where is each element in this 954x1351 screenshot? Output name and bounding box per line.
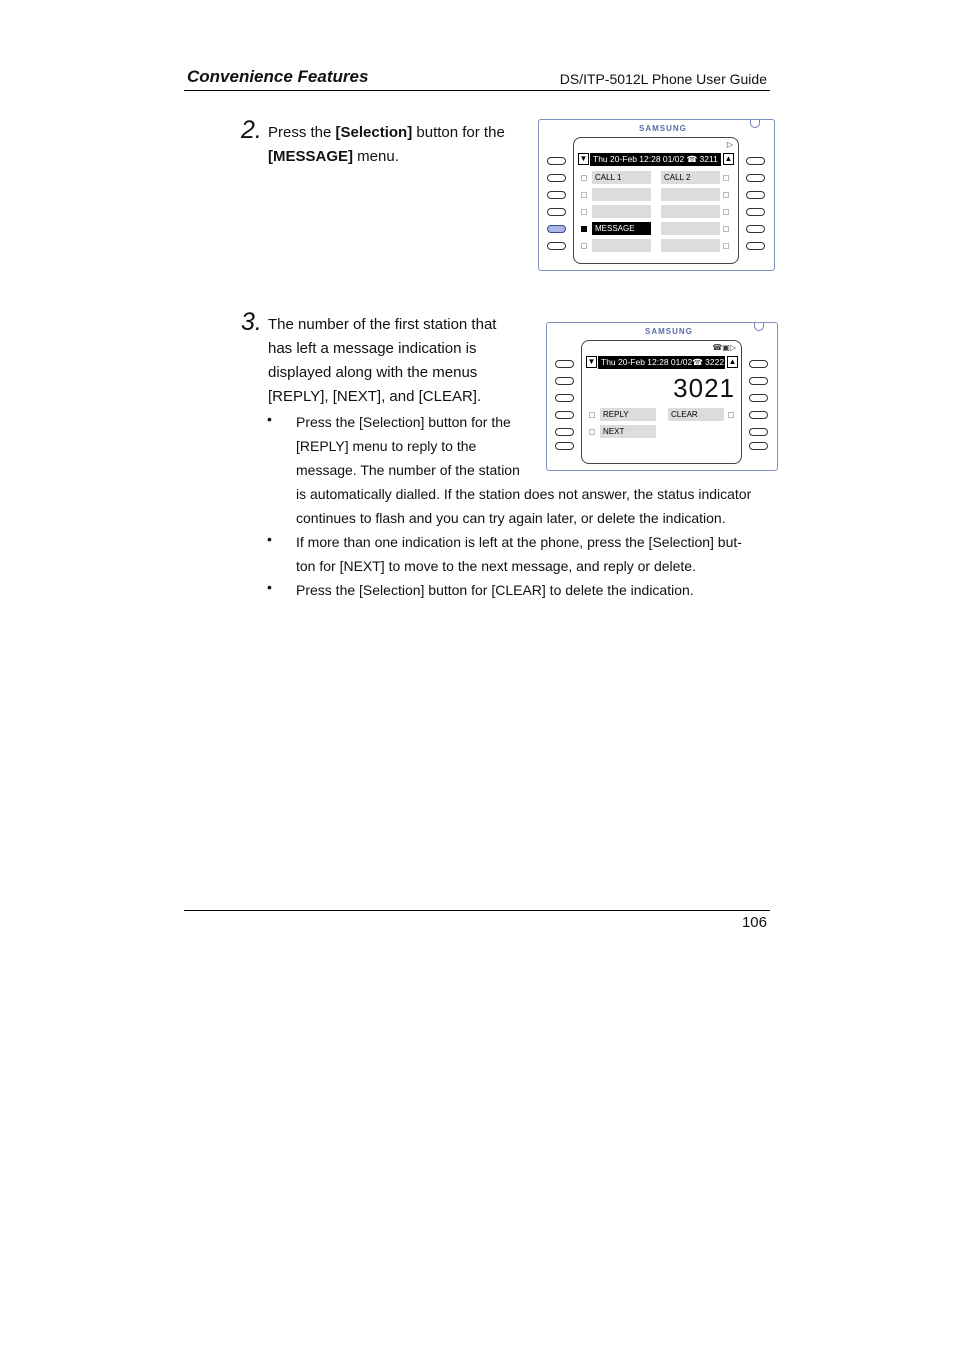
menu-right-2[interactable] [661,188,720,201]
menu-right-3[interactable] [661,205,720,218]
phone-display-illustration-1 [538,119,775,271]
menu-indicator [723,209,729,215]
lcd-screen [581,340,742,464]
left-button-6[interactable] [547,242,566,250]
right-button-3[interactable] [749,394,768,402]
bullet-line: [REPLY] menu to reply to the [296,438,477,454]
right-button-1[interactable] [746,157,765,165]
bullet-clear [296,578,776,602]
step-3-number: 3. [241,308,262,336]
selection-label: [Selection] [335,124,413,141]
right-button-2[interactable] [749,377,768,385]
step-3-line: [REPLY], [NEXT], and [CLEAR]. [268,388,482,405]
caller-number: 3021 [673,373,735,403]
scroll-down-icon: ▼ [579,154,588,163]
menu-indicator [581,175,587,181]
step-3-text [268,313,548,409]
step-3-line: The number of the first station that [268,316,497,333]
menu-right-5[interactable] [661,239,720,252]
left-button-3[interactable] [555,394,574,402]
lcd-screen [573,137,739,264]
left-button-4[interactable] [555,411,574,419]
step-2-text [268,121,538,169]
left-button-6[interactable] [555,442,574,450]
menu-indicator [581,209,587,215]
menu-call-2[interactable]: CALL 2 [661,171,720,184]
menu-indicator [589,429,595,435]
bullet-dot: • [267,579,272,595]
right-button-4[interactable] [749,411,768,419]
bullet-next [296,530,776,578]
menu-call-1[interactable]: CALL 1 [592,171,651,184]
step-3-line: has left a message indication is [268,340,477,357]
left-button-5-message[interactable] [547,225,566,233]
menu-indicator [581,192,587,198]
step-3-line: displayed along with the menus [268,364,478,381]
menu-left-5[interactable] [592,239,651,252]
left-button-2[interactable] [555,377,574,385]
menu-indicator [723,226,729,232]
status-led-icon [750,120,760,128]
scroll-up-icon: ▲ [724,154,733,163]
right-button-6[interactable] [749,442,768,450]
right-button-3[interactable] [746,191,765,199]
scroll-down-icon: ▼ [587,357,596,366]
section-title: Convenience Features [187,67,369,86]
left-button-5[interactable] [555,428,574,436]
menu-reply[interactable]: REPLY [600,408,656,421]
menu-indicator [723,192,729,198]
message-label: [MESSAGE] [268,148,354,165]
menu-clear[interactable]: CLEAR [668,408,724,421]
menu-left-3[interactable] [592,205,651,218]
step-2-text-c: menu. [353,148,399,165]
phone-display-illustration-2 [546,322,778,471]
bullet-line: message. The number of the station [296,462,520,478]
menu-indicator [723,243,729,249]
menu-message[interactable]: MESSAGE [592,222,651,235]
menu-indicator [589,412,595,418]
menu-right-4[interactable] [661,222,720,235]
status-bar: Thu 20-Feb 12:28 01/02 ☎ 3211 [590,153,721,166]
footer-rule [184,910,770,911]
scroll-up-icon: ▲ [728,357,737,366]
menu-indicator [581,243,587,249]
status-icons: ☎▣▷ [712,343,736,352]
bullet-line: If more than one indication is left at the phone, press the [Selection] but- [296,534,742,550]
bullet-dot: • [267,411,272,427]
right-button-5[interactable] [749,428,768,436]
status-icons: ▷ [726,140,733,149]
right-button-4[interactable] [746,208,765,216]
left-button-4[interactable] [547,208,566,216]
step-2-number: 2. [241,116,262,144]
step-2-text-a: Press the [268,124,336,141]
left-button-1[interactable] [555,360,574,368]
samsung-logo: SAMSUNG [645,327,693,336]
menu-indicator [723,175,729,181]
right-button-6[interactable] [746,242,765,250]
right-button-2[interactable] [746,174,765,182]
right-button-1[interactable] [749,360,768,368]
status-led-icon [754,323,764,331]
menu-next[interactable]: NEXT [600,425,656,438]
bullet-dot: • [267,531,272,547]
menu-indicator [728,412,734,418]
left-button-1[interactable] [547,157,566,165]
bullet-line: Press the [Selection] button for [CLEAR] to delete the indication. [296,582,694,598]
left-button-2[interactable] [547,174,566,182]
guide-title: DS/ITP-5012L Phone User Guide [559,71,767,87]
menu-left-2[interactable] [592,188,651,201]
step-2-text-b: button for the [412,124,505,141]
status-bar: Thu 20-Feb 12:28 01/02☎ 3222 [598,356,725,369]
left-button-3[interactable] [547,191,566,199]
bullet-line: is automatically dialled. If the station does not answer, the status indicator [296,486,752,502]
bullet-line: continues to flash and you can try again later, or delete the indication. [296,510,726,526]
page-number: 106 [741,914,767,931]
bullet-line: ton for [NEXT] to move to the next message, and reply or delete. [296,558,696,574]
samsung-logo: SAMSUNG [639,124,687,133]
header-rule [184,90,770,91]
right-button-5[interactable] [746,225,765,233]
menu-indicator-selected [581,226,587,232]
bullet-line: Press the [Selection] button for the [296,414,511,430]
